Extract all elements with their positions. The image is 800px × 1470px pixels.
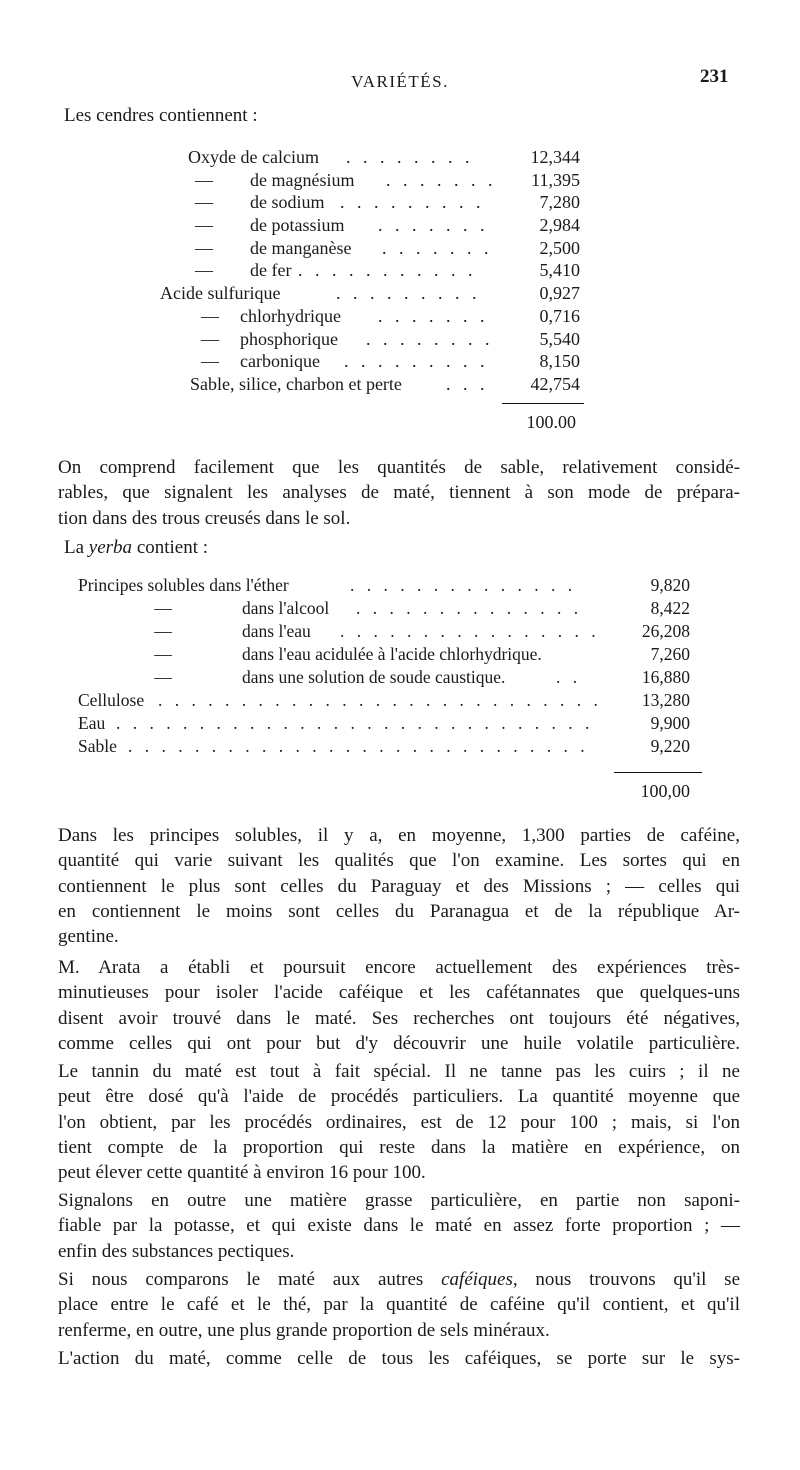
table-row: — de manganèse . . . . . . . 2,500 <box>195 237 580 258</box>
row-value: 12,344 <box>530 147 580 167</box>
ash-composition-table <box>160 146 580 396</box>
ditto-dash: — <box>195 192 213 213</box>
table-row: — dans l'eau . . . . . . . . . . . . . . . . 26,208 <box>78 620 690 643</box>
table-row: — de potassium . . . . . . . 2,984 <box>195 215 580 236</box>
row-value: 0,716 <box>539 305 580 326</box>
text-line: enfin des substances pectiques. <box>58 1240 295 1262</box>
row-value: 2,984 <box>539 215 580 236</box>
yerba-composition-table <box>78 574 690 758</box>
row-label: phosphorique <box>240 328 338 349</box>
table-row: — carbonique . . . . . . . . . 8,150 <box>201 351 580 372</box>
text-line: Si nous comparons le maté aux autres caféiques, nous trouvons qu'il se <box>58 1269 741 1290</box>
row-label: dans l'eau <box>242 621 311 641</box>
paragraph-action <box>58 1346 740 1371</box>
ash-intro: Les cendres contiennent : <box>64 105 258 126</box>
table-row: — de magnésium . . . . . . . 11,395 <box>195 169 580 190</box>
ash-total: 100.00 <box>526 412 576 432</box>
row-value: 0,927 <box>539 283 580 304</box>
text-line: M. Arata a établi et poursuit encore actuellement des expériences très- <box>58 957 740 978</box>
row-label: de fer <box>250 260 292 281</box>
table-row: — dans une solution de soude caustique. . . 16,880 <box>78 666 690 689</box>
row-label: Acide sulfurique <box>160 283 281 304</box>
text-line: Dans les principes solubles, il y a, en moyenne, 1,300 parties de caféine, <box>58 825 740 846</box>
total-rule <box>614 772 702 773</box>
ditto-dash: — <box>195 237 213 258</box>
paragraph-cafeine <box>58 823 740 949</box>
text-line: On comprend facilement que les quantités de sable, relativement considé- <box>58 457 740 478</box>
row-label: carbonique <box>240 351 320 372</box>
row-value: 5,540 <box>539 328 580 349</box>
row-value: 13,280 <box>641 690 690 710</box>
cafeiques-word: caféiques <box>441 1269 513 1290</box>
ditto-dash: — <box>154 644 172 664</box>
row-label: de sodium <box>250 192 325 213</box>
row-value: 16,880 <box>641 667 690 687</box>
text-line: place entre le café et le thé, par la quantité de caféine qu'il contient, et qu'il <box>58 1294 740 1316</box>
row-value: 5,410 <box>539 260 580 281</box>
yerba-total: 100,00 <box>640 781 690 801</box>
row-label: Sable <box>78 736 117 756</box>
text-line: gentine. <box>58 926 119 948</box>
text-line: quantité qui varie suivant les qualités que l'on examine. Les sortes qui en <box>58 850 740 872</box>
yerba-word: yerba <box>88 537 133 558</box>
text-line: renferme, en outre, une plus grande proportion de sels minéraux. <box>58 1319 550 1341</box>
row-label: Cellulose <box>78 690 145 710</box>
table-row: Acide sulfurique . . . . . . . . . 0,927 <box>160 283 580 304</box>
text-line: en contiennent le moins sont celles du Paranagua et de la république Ar- <box>58 900 740 922</box>
text-line: l'on obtient, par les procédés ordinaires, est de 12 pour 100 ; mais, si l'on <box>58 1111 740 1133</box>
ditto-dash: — <box>201 351 219 372</box>
row-value: 11,395 <box>531 169 580 190</box>
table-row: Sable . . . . . . . . . . . . . . . . . . . . . . . . . . . . 9,220 <box>78 736 690 756</box>
text-line: contiennent le plus sont celles du Paraguay et des Missions ; — celles qui <box>58 875 740 897</box>
row-value: 9,220 <box>650 736 690 756</box>
paragraph-sable <box>58 455 740 531</box>
row-label: dans une solution de soude caustique. <box>242 667 506 687</box>
yerba-intro: La yerba contient : <box>64 537 209 558</box>
table-row: — chlorhydrique . . . . . . . 0,716 <box>201 305 580 326</box>
ditto-dash: — <box>154 621 172 641</box>
row-label: de magnésium <box>250 169 355 190</box>
row-value: 42,754 <box>530 373 580 394</box>
text-line: Le tannin du maté est tout à fait spécial. Il ne tanne pas les cuirs ; il ne <box>58 1061 740 1082</box>
table-row: Cellulose . . . . . . . . . . . . . . . . . . . . . . . . . . . 13,280 <box>78 690 690 710</box>
table-row: — dans l'alcool . . . . . . . . . . . . . . 8,422 <box>78 597 690 620</box>
text-line: tient compte de la proportion qui reste dans la matière en expérience, on <box>58 1136 740 1158</box>
text-line: tion dans des trous creusés dans le sol. <box>58 507 351 529</box>
row-label: chlorhydrique <box>240 305 341 326</box>
text-line: minutieuses pour isoler l'acide caféique et les cafétannates que quelques-uns <box>58 982 740 1004</box>
paragraph-comparaison <box>58 1267 740 1343</box>
text-line: disent avoir trouvé dans le maté. Ses recherches ont toujours été négatives, <box>58 1007 740 1029</box>
text-line: comme celles qui ont pour but d'y découvrir une huile volatile particulière. <box>58 1032 740 1054</box>
row-value: 26,208 <box>641 621 690 641</box>
row-label: de manganèse <box>250 237 352 258</box>
running-title: VARIÉTÉS. <box>351 72 449 91</box>
row-label: dans l'eau acidulée à l'acide chlorhydrique. <box>242 644 542 664</box>
row-label: Sable, silice, charbon et perte <box>190 373 402 394</box>
text-line: fiable par la potasse, et qui existe dans le maté en assez forte proportion ; — <box>58 1215 740 1237</box>
text-line: peut être dosé qu'à l'aide de procédés particuliers. La quantité moyenne que <box>58 1086 740 1108</box>
text-line: rables, que signalent les analyses de maté, tiennent à son mode de prépara- <box>58 482 740 504</box>
ditto-dash: — <box>195 215 213 236</box>
page-number: 231 <box>700 66 729 87</box>
table-row <box>78 643 690 666</box>
table-row: Principes solubles dans l'éther . . . . . . . . . . . . . . 9,820 <box>78 575 690 595</box>
table-row: — phosphorique . . . . . . . . 5,540 <box>201 328 580 349</box>
row-value: 9,900 <box>650 713 690 733</box>
table-row: Oxyde de calcium . . . . . . . . 12,344 <box>188 147 580 167</box>
row-label: de potassium <box>250 215 345 236</box>
table-row: — de fer . . . . . . . . . . . 5,410 <box>195 260 580 281</box>
row-value: 8,150 <box>539 351 580 372</box>
table-row: Sable, silice, charbon et perte . . . 42,754 <box>190 373 580 394</box>
row-label: Eau <box>78 713 106 733</box>
total-rule <box>502 403 584 404</box>
row-label: Principes solubles dans l'éther <box>78 575 289 595</box>
row-label: dans l'alcool <box>242 598 330 618</box>
ditto-dash: — <box>195 169 213 190</box>
paragraph-arata <box>58 955 740 1056</box>
text-line: Signalons en outre une matière grasse particulière, en partie non saponi- <box>58 1190 740 1211</box>
ditto-dash: — <box>154 667 172 687</box>
row-value: 2,500 <box>539 237 580 258</box>
text-line: peut élever cette quantité à environ 16 pour 100. <box>58 1162 426 1184</box>
row-value: 7,260 <box>650 644 690 664</box>
table-row: Eau . . . . . . . . . . . . . . . . . . . . . . . . . . . . . 9,900 <box>78 713 690 733</box>
paragraph-tannin <box>58 1059 740 1185</box>
table-row: — de sodium . . . . . . . . . 7,280 <box>195 192 580 213</box>
ditto-dash: — <box>201 328 219 349</box>
row-value: 8,422 <box>650 598 690 618</box>
ditto-dash: — <box>201 305 219 326</box>
text-line: L'action du maté, comme celle de tous les caféiques, se porte sur le sys- <box>58 1348 740 1369</box>
ditto-dash: — <box>195 260 213 281</box>
ditto-dash: — <box>154 598 172 618</box>
row-value: 7,280 <box>539 192 580 213</box>
row-label: Oxyde de calcium <box>188 147 319 167</box>
row-value: 9,820 <box>650 575 690 595</box>
paragraph-matiere-grasse <box>58 1188 740 1264</box>
